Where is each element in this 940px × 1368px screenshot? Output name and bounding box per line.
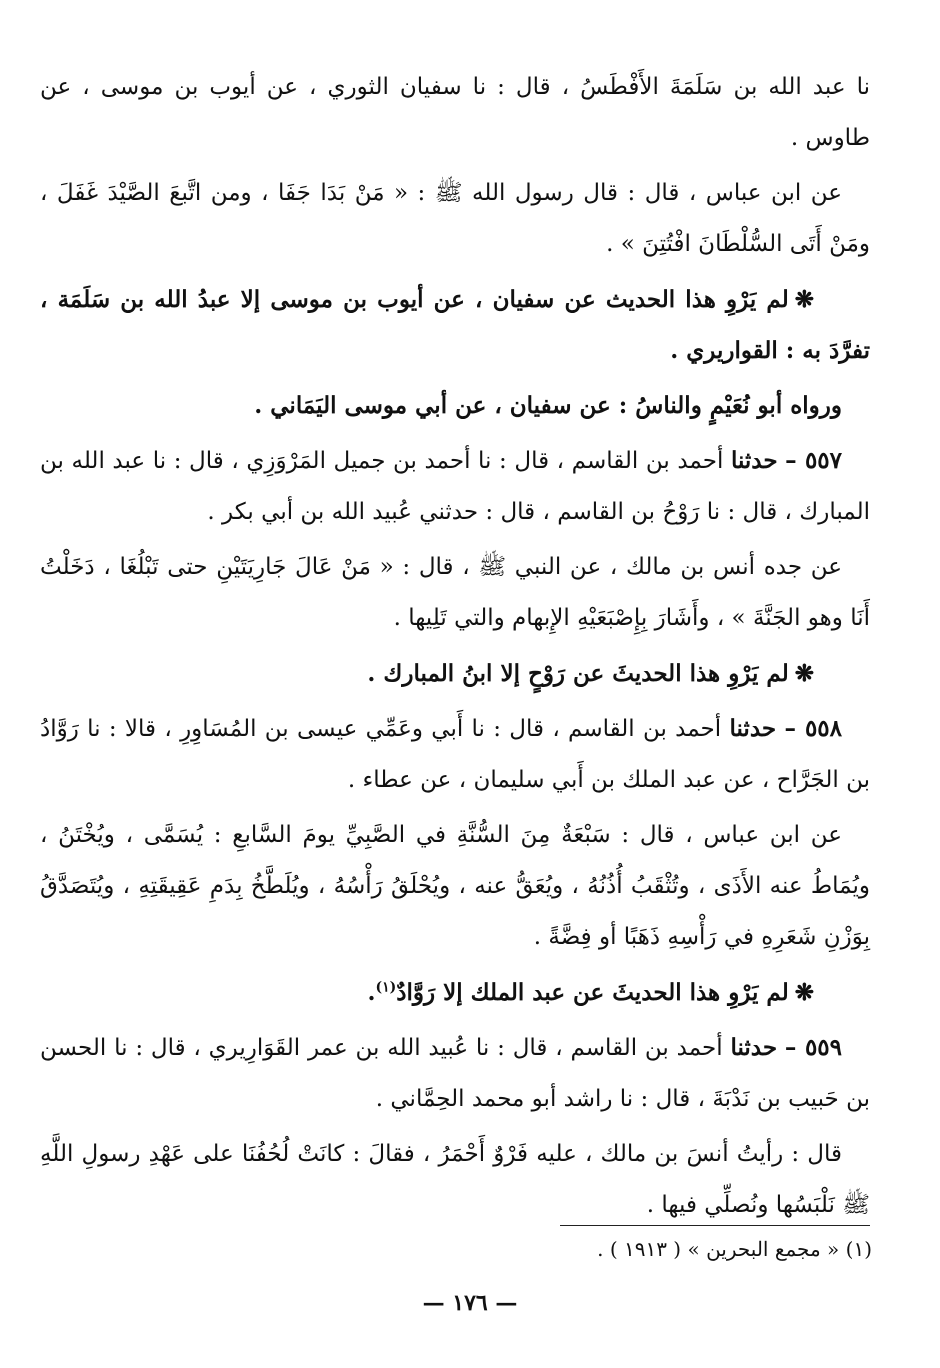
paragraph-comment-1 <box>40 274 870 376</box>
hadith-number: ٥٥٨ – <box>784 715 842 742</box>
paragraph-text: أحمد بن القاسم ، قال : نا أَبي وعَمِّي عيسى بن المُسَاوِرِ ، قالا : نا رَوَّادُ بن الجَرَّاح ، عن عبد الملك بن أَبي سليمان ، عن عطاء . <box>40 716 870 793</box>
paragraph-text: عن جده أنس بن مالك ، عن النبي ﷺ ، قال : « مَنْ عَالَ جَارِيَتَيْنِ حتى تَبْلُغَا ، دَخَلْتُ أَنَا وهو الجَنَّةَ » ، وأَشَارَ بِإِصْبَعَيْهِ الإِبهام والتي تَلِيها . <box>40 554 870 631</box>
paragraph-comment-557 <box>40 648 870 699</box>
page-number: — ١٧٦ — <box>422 1290 518 1316</box>
paragraph-text: أحمد بن القاسم ، قال : نا أحمد بن جميل المَرْوَزِي ، قال : نا عبد الله بن المبارك ، قال : نا رَوْحُ بن القاسم ، قال : حدثني عُبيد الله بن أبي بكر . <box>40 448 870 525</box>
hadith-number: ٥٥٧ – <box>785 447 843 474</box>
footnote-divider <box>560 1225 870 1226</box>
paragraph-matn-558 <box>40 810 870 963</box>
paragraph-text: قال : رأيتُ أنسَ بن مالك ، عليه فَرْوٌ أَحْمَرُ ، فقالَ : كانَتْ لُحُفُنَا على عَهْدِ رسولِ اللَّهِ ﷺ نَلْبَسُها ونُصلِّي فيها . <box>40 1141 870 1218</box>
hadith-lead-word: حدثنا <box>730 1034 778 1061</box>
paragraph-text: لم يَرْوِ هذا الحديث عن سفيان ، عن أيوب بن موسى إلا عبدُ الله بن سَلَمَة ، تفرَّدَ به : القواريري . <box>40 286 870 364</box>
hadith-lead-word: حدثنا <box>730 447 778 474</box>
paragraph-text: عن ابن عباس ، قال : سَبْعَةٌ مِنَ السُّنَّةِ في الصَّبِيِّ يومَ السَّابعِ : يُسَمَّى ، ويُخْتَنُ ، ويُمَاطُ عنه الأَذَى ، وتُثْقَبُ أُذُنُهُ ، ويُعَقُّ عنه ، ويُحْلَقُ رَأْسُهُ ، ويُلَطَّخُ بِدَمِ عَقِيقَتِهِ ، ويُتَصَدَّقُ بِوَزْنِ شَعَرِهِ في رَأْسِهِ ذَهَبًا أو فِضَّةً . <box>40 822 870 950</box>
footnote: (١) « مجمع البحرين » ( ١٩١٣ ) . <box>597 1237 872 1261</box>
footnote-reference[interactable]: (١) <box>375 979 397 996</box>
hadith-559 <box>40 1022 870 1125</box>
star-icon: ❋ <box>794 660 814 687</box>
page-body <box>40 62 870 1235</box>
paragraph-text: عن ابن عباس ، قال : قال رسول الله ﷺ : « مَنْ بَدَا جَفَا ، ومن اتَّبعَ الصَّيْدَ غَفَلَ ، ومَنْ أَتَى السُّلْطَانَ افْتُتِنَ » . <box>40 180 870 257</box>
paragraph-comment-558 <box>40 967 870 1018</box>
paragraph-matn-557 <box>40 542 870 644</box>
hadith-lead-word: حدثنا <box>729 715 777 742</box>
paragraph-text: لم يَرْوِ هذا الحديثَ عن عبد الملك إلا رَوَّادٌ <box>396 979 789 1006</box>
paragraph-text: أحمد بن القاسم ، قال : نا عُبيد الله بن عمر القَوَارِيري ، قال : نا الحسن بن حَبيب بن نَدْبَةَ ، قال : نا راشد أبو محمد الحِمَّاني . <box>40 1035 870 1112</box>
star-icon: ❋ <box>794 286 814 313</box>
paragraph-text: ورواه أبو نُعَيْمٍ والناسُ : عن سفيان ، عن أبي موسى اليَمَاني . <box>254 392 842 419</box>
paragraph-matn-1 <box>40 168 870 270</box>
paragraph-isnad-1 <box>40 62 870 164</box>
star-icon: ❋ <box>794 979 814 1006</box>
paragraph-text: لم يَرْوِ هذا الحديثَ عن رَوْحٍ إلا ابنُ المبارك . <box>367 660 789 687</box>
hadith-557 <box>40 435 870 538</box>
paragraph-end: . <box>367 979 376 1006</box>
paragraph-matn-559 <box>40 1129 870 1231</box>
paragraph-text: نا عبد الله بن سَلَمَةَ الأَفْطَسُ ، قال : نا سفيان الثوري ، عن أيوب بن موسى ، عن طاوس . <box>40 74 870 151</box>
hadith-number: ٥٥٩ – <box>784 1034 842 1061</box>
paragraph-comment-2 <box>40 380 870 431</box>
hadith-558 <box>40 703 870 806</box>
